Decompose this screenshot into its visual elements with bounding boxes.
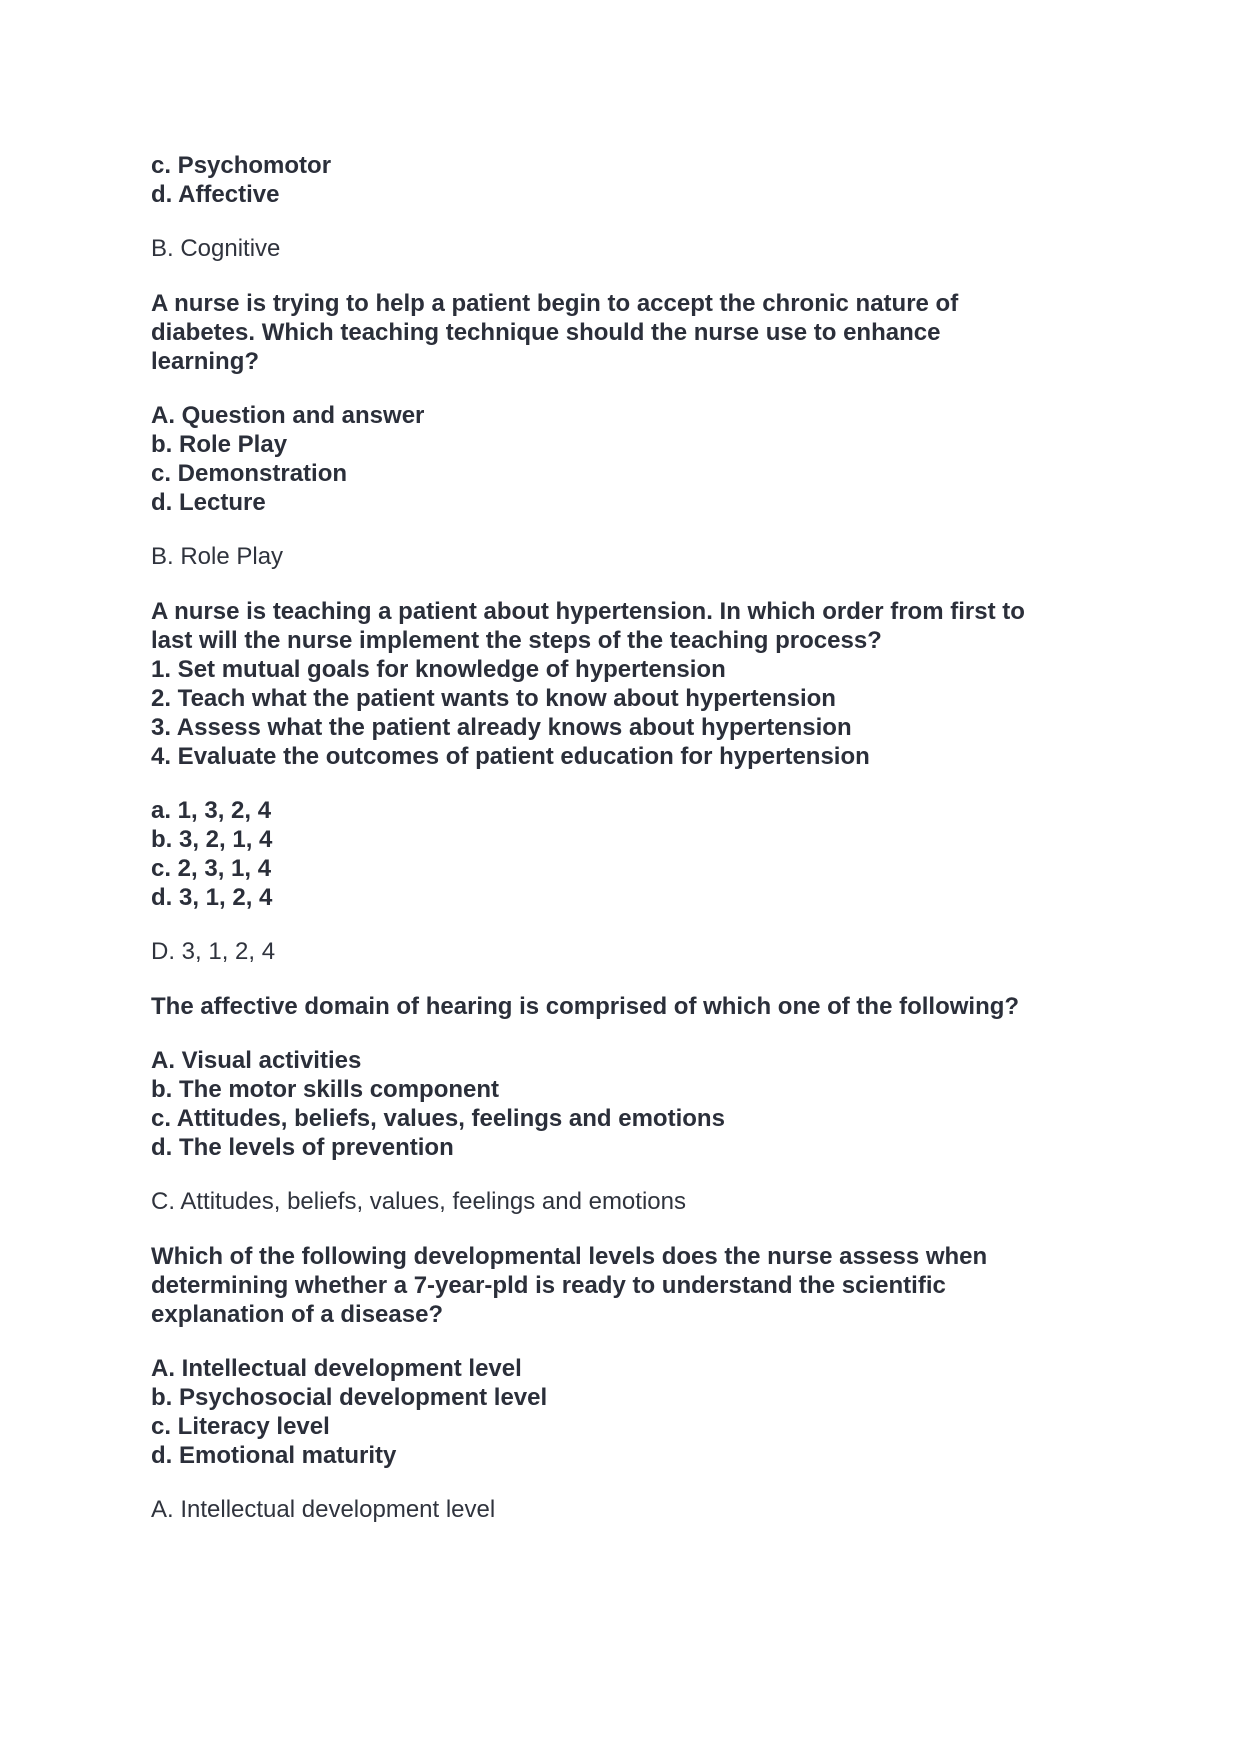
answer-text: B. Role Play	[151, 543, 284, 570]
question-line: A nurse is teaching a patient about hypertension. In which order from first to	[151, 598, 1025, 625]
question-block	[151, 992, 1091, 1216]
question-line: A nurse is trying to help a patient begin to accept the chronic nature of	[151, 290, 959, 317]
question-line: 4. Evaluate the outcomes of patient education for hypertension	[151, 743, 870, 770]
question-line: learning?	[151, 348, 260, 375]
option-item: c. 2, 3, 1, 4	[151, 855, 272, 882]
question-block	[151, 597, 1091, 966]
question-line: 2. Teach what the patient wants to know about hypertension	[151, 685, 836, 712]
option-item: A. Intellectual development level	[151, 1355, 522, 1382]
options-list	[151, 401, 1091, 517]
option-item: A. Question and answer	[151, 402, 425, 429]
page-content	[151, 151, 1091, 1524]
option-item: d. Emotional maturity	[151, 1442, 397, 1469]
question-line: 1. Set mutual goals for knowledge of hypertension	[151, 656, 726, 683]
option-item: c. Demonstration	[151, 460, 348, 487]
question-line: explanation of a disease?	[151, 1301, 444, 1328]
question-line: determining whether a 7-year-pld is ready to understand the scientific	[151, 1272, 946, 1299]
question-block	[151, 1242, 1091, 1524]
top-fragment	[151, 151, 1091, 263]
answer-text: D. 3, 1, 2, 4	[151, 938, 276, 965]
option-item: b. The motor skills component	[151, 1076, 500, 1103]
option-item: a. 1, 3, 2, 4	[151, 797, 272, 824]
option-item: A. Visual activities	[151, 1047, 362, 1074]
question-line: diabetes. Which teaching technique should the nurse use to enhance	[151, 319, 941, 346]
question-line: The affective domain of hearing is comprised of which one of the following?	[151, 993, 1020, 1020]
question-line: last will the nurse implement the steps of the teaching process?	[151, 627, 882, 654]
answer-text: B. Cognitive	[151, 235, 281, 262]
option-item: b. Psychosocial development level	[151, 1384, 548, 1411]
question-line: Which of the following developmental levels does the nurse assess when	[151, 1243, 988, 1270]
question-line: 3. Assess what the patient already knows about hypertension	[151, 714, 852, 741]
option-item: c. Psychomotor	[151, 152, 332, 179]
options-list	[151, 1046, 1091, 1162]
answer-text: A. Intellectual development level	[151, 1496, 496, 1523]
option-item: d. The levels of prevention	[151, 1134, 454, 1161]
option-item: c. Attitudes, beliefs, values, feelings and emotions	[151, 1105, 725, 1132]
option-item: b. 3, 2, 1, 4	[151, 826, 273, 853]
option-item: d. 3, 1, 2, 4	[151, 884, 273, 911]
question-block	[151, 289, 1091, 571]
option-item: d. Affective	[151, 181, 280, 208]
options-list	[151, 1354, 1091, 1470]
options-list	[151, 796, 1091, 912]
option-item: b. Role Play	[151, 431, 288, 458]
option-item: c. Literacy level	[151, 1413, 330, 1440]
answer-text: C. Attitudes, beliefs, values, feelings and emotions	[151, 1188, 686, 1215]
option-item: d. Lecture	[151, 489, 266, 516]
